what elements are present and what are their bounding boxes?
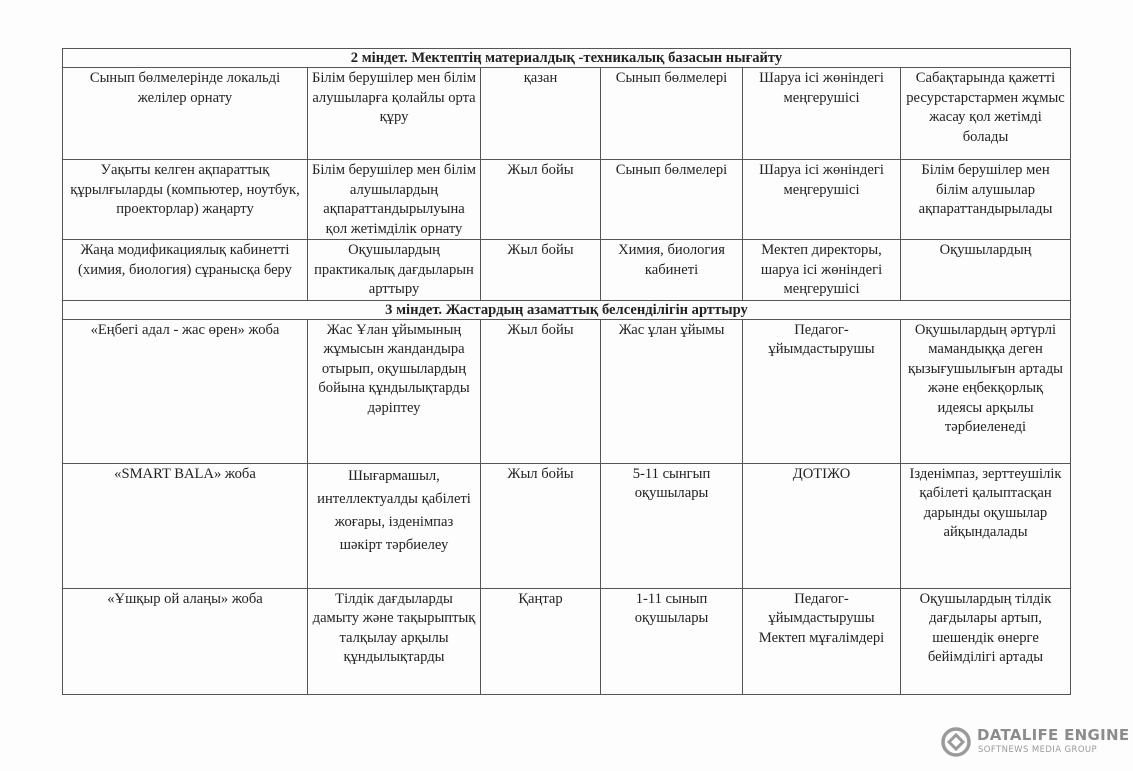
- table-row: [63, 463, 1071, 588]
- section-header-row: [63, 49, 1071, 68]
- watermark-subtitle: SOFTNEWS MEDIA GROUP: [978, 745, 1098, 755]
- location-cell: Химия, биология кабинеті: [601, 240, 743, 301]
- location-cell: 1-11 сынып оқушылары: [601, 588, 743, 694]
- responsible-cell: Шаруа ісі жөніндегі меңгерушісі: [743, 160, 901, 240]
- section-title: 2 міндет. Мектептің материалдық -техникалық базасын нығайту: [63, 49, 1071, 68]
- result-cell: Оқушылардың әртүрлі мамандыққа деген қызығушылығын артады және еңбекқорлық идеясы арқылы тәрбиеленеді: [901, 319, 1071, 463]
- location-cell: Жас ұлан ұйымы: [601, 319, 743, 463]
- datalife-logo-icon: [940, 726, 972, 758]
- result-cell: Оқушылардың: [901, 240, 1071, 301]
- table-row: [63, 588, 1071, 694]
- result-cell: Оқушылардың тілдік дағдылары артып, шешендік өнерге бейімділігі артады: [901, 588, 1071, 694]
- deadline-cell: Жыл бойы: [481, 240, 601, 301]
- location-cell: Сынып бөлмелері: [601, 68, 743, 160]
- responsible-cell: Педагог-ұйымдастырушы: [743, 319, 901, 463]
- table-row: [63, 160, 1071, 240]
- table-row: [63, 240, 1071, 301]
- action-plan-table: [62, 48, 1071, 695]
- result-cell: Сабақтарында қажетті ресурстарстармен жұмыс жасау қол жетімді болады: [901, 68, 1071, 160]
- responsible-cell: Педагог-ұйымдастырушы Мектеп мұғалімдері: [743, 588, 901, 694]
- responsible-cell: Шаруа ісі жөніндегі меңгерушісі: [743, 68, 901, 160]
- deadline-cell: Жыл бойы: [481, 319, 601, 463]
- responsible-cell: Мектеп директоры, шаруа ісі жөніндегі меңгерушісі: [743, 240, 901, 301]
- table-row: [63, 68, 1071, 160]
- result-cell: Білім берушілер мен білім алушылар ақпараттандырылады: [901, 160, 1071, 240]
- activity-cell: Уақыты келген ақпараттық құрылғыларды (компьютер, ноутбук, проекторлар) жаңарту: [63, 160, 308, 240]
- goal-cell: Шығармашыл, интеллектуалды қабілеті жоғары, ізденімпаз шәкірт тәрбиелеу: [308, 463, 481, 588]
- responsible-cell: ДОТІЖО: [743, 463, 901, 588]
- table-row: [63, 319, 1071, 463]
- result-cell: Ізденімпаз, зерттеушілік қабілеті қалыптасқан дарынды оқушылар айқындалады: [901, 463, 1071, 588]
- goal-cell: Оқушылардың практикалық дағдыларын арттыру: [308, 240, 481, 301]
- section-header-row: [63, 300, 1071, 319]
- location-cell: Сынып бөлмелері: [601, 160, 743, 240]
- activity-cell: Сынып бөлмелерінде локальді желілер орнату: [63, 68, 308, 160]
- activity-cell: «SMART BALA» жоба: [63, 463, 308, 588]
- activity-cell: «Еңбегі адал - жас өрен» жоба: [63, 319, 308, 463]
- goal-cell: Тілдік дағдыларды дамыту және тақырыптық талқылау арқылы құндылықтарды: [308, 588, 481, 694]
- watermark-title: DATALIFE ENGINE: [977, 726, 1130, 744]
- location-cell: 5-11 сынгып оқушылары: [601, 463, 743, 588]
- watermark: [940, 724, 1130, 760]
- goal-cell: Білім берушілер мен білім алушылардың ақпараттандырылуына қол жетімділік орнату: [308, 160, 481, 240]
- activity-cell: Жаңа модификациялық кабинетті (химия, биология) сұранысқа беру: [63, 240, 308, 301]
- section-title: 3 міндет. Жастардың азаматтық белсенділігін арттыру: [63, 300, 1071, 319]
- goal-cell: Білім берушілер мен білім алушыларға қолайлы орта құру: [308, 68, 481, 160]
- deadline-cell: қазан: [481, 68, 601, 160]
- deadline-cell: Жыл бойы: [481, 160, 601, 240]
- deadline-cell: Жыл бойы: [481, 463, 601, 588]
- deadline-cell: Қаңтар: [481, 588, 601, 694]
- activity-cell: «Ұшқыр ой алаңы» жоба: [63, 588, 308, 694]
- goal-cell: Жас Ұлан ұйымының жұмысын жандандыра отырып, оқушылардың бойына құндылықтарды дәріптеу: [308, 319, 481, 463]
